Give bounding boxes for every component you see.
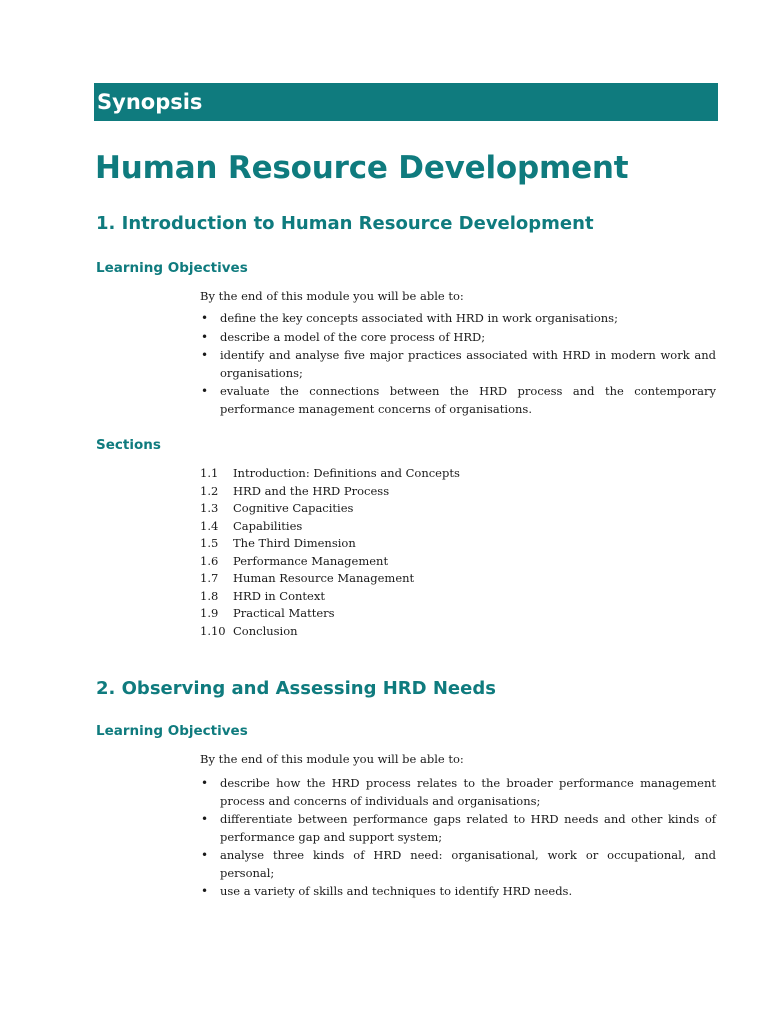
list-item [200,383,716,418]
list-item [200,811,716,846]
section-number: 1.4 [200,518,219,533]
list-item [200,775,716,810]
module-2-objectives-list [200,775,716,902]
synopsis-banner [94,83,718,121]
module-1-title: 1. Introduction to Human Resource Development [96,213,594,234]
section-item [200,518,460,536]
section-title: Conclusion [233,623,298,638]
module-1-objectives-heading: Learning Objectives [96,260,248,276]
section-number: 1.7 [200,571,219,585]
objective-text: evaluate the connections between the HRD process and the contemporary performance management concerns of organisations. [220,384,716,416]
list-item [200,329,716,347]
section-title: Performance Management [233,553,389,568]
module-1-objectives-list [200,310,716,419]
section-item [200,535,460,553]
bullet-icon: • [201,329,209,344]
section-title: HRD in Context [233,588,325,603]
module-2-title: 2. Observing and Assessing HRD Needs [96,678,496,699]
bullet-icon: • [201,311,209,325]
section-number: 1.9 [200,606,219,620]
section-item [200,588,460,606]
objective-text: differentiate between performance gaps related to HRD needs and other kinds of performance gap and support system; [220,812,716,844]
objective-text: use a variety of skills and techniques to identify HRD needs. [220,884,573,898]
section-title: Cognitive Capacities [233,501,354,515]
section-number: 1.10 [200,623,226,638]
section-title: Practical Matters [233,606,335,620]
module-2-objectives-intro: By the end of this module you will be able to: [200,752,464,766]
bullet-icon: • [201,776,209,790]
list-item [200,347,716,382]
list-item [200,883,716,901]
list-item [200,847,716,882]
bullet-icon: • [201,348,209,362]
section-number: 1.6 [200,553,219,568]
bullet-icon: • [201,812,209,826]
section-item [200,500,460,518]
section-item [200,553,460,571]
section-item [200,605,460,623]
section-item [200,623,460,641]
objective-text: identify and analyse five major practices associated with HRD in modern work and organisations; [220,348,716,380]
section-number: 1.1 [200,466,219,480]
section-number: 1.3 [200,501,219,515]
objective-text: describe a model of the core process of HRD; [220,329,486,344]
section-item [200,465,460,483]
section-item [200,570,460,588]
banner-label: Synopsis [97,90,203,114]
objective-text: analyse three kinds of HRD need: organisational, work or occupational, and personal; [220,848,716,880]
module-1-sections-list [200,465,460,640]
objective-text: describe how the HRD process relates to the broader performance management process and concerns of individuals and organisations; [220,776,716,808]
bullet-icon: • [201,884,209,898]
section-title: Human Resource Management [233,571,415,585]
section-item [200,483,460,501]
module-1-sections-heading: Sections [96,437,161,453]
bullet-icon: • [201,848,209,862]
section-number: 1.5 [200,536,219,550]
objective-text: define the key concepts associated with HRD in work organisations; [220,311,618,325]
module-2-objectives-heading: Learning Objectives [96,723,248,739]
section-title: Capabilities [233,518,303,533]
document-title: Human Resource Development [95,150,629,186]
section-title: The Third Dimension [233,536,356,550]
bullet-icon: • [201,384,209,398]
section-number: 1.8 [200,588,219,603]
section-title: Introduction: Definitions and Concepts [233,466,460,480]
module-1-objectives-intro: By the end of this module you will be able to: [200,289,464,303]
list-item [200,310,716,328]
section-title: HRD and the HRD Process [233,483,390,498]
section-number: 1.2 [200,483,219,498]
